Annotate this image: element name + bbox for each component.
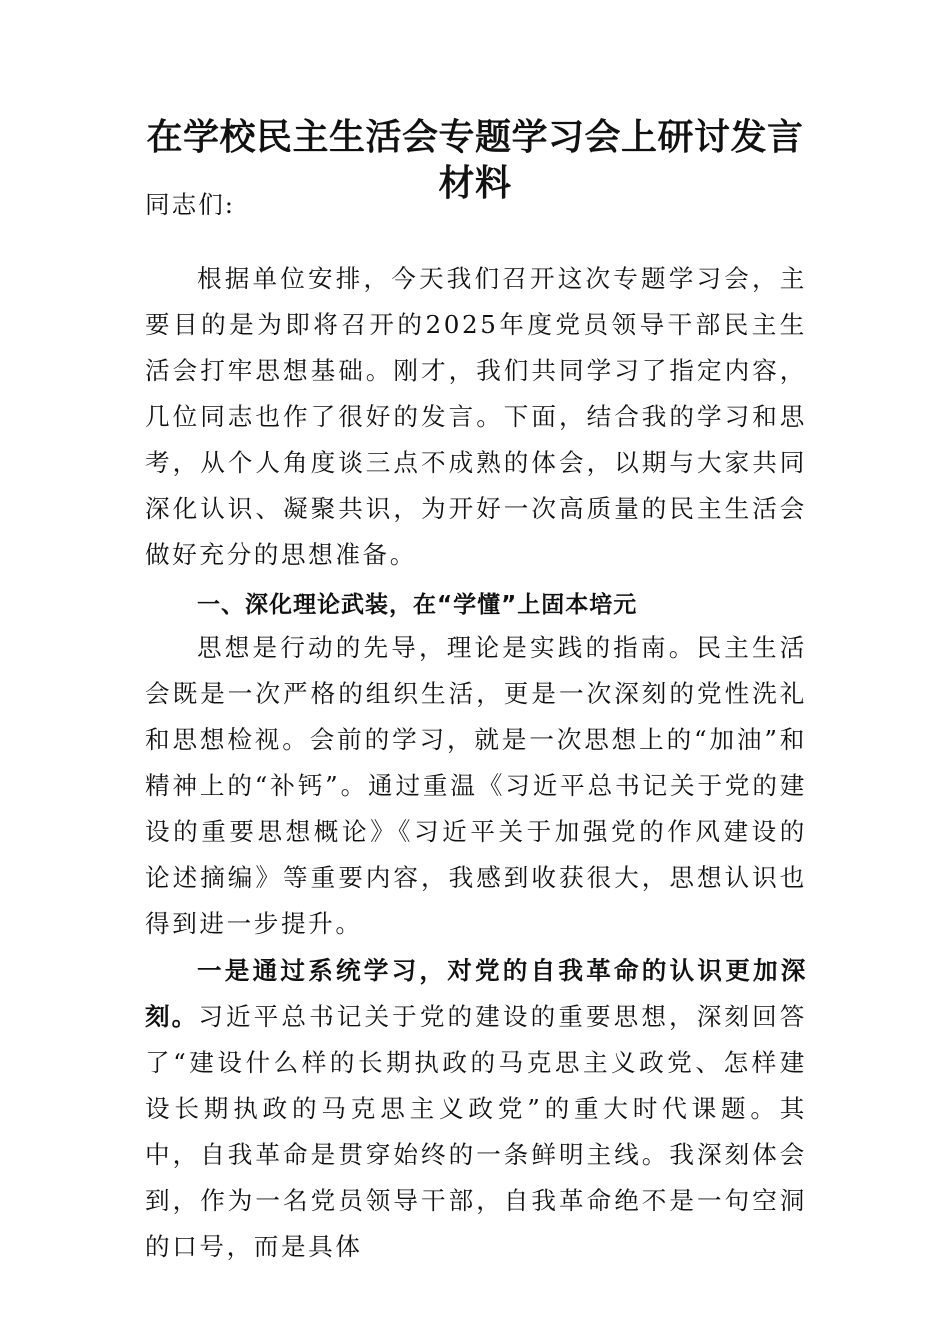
paragraph-point-one (145, 948, 807, 1270)
paragraph-theory: 思想是行动的先导，理论是实践的指南。民主生活会既是一次严格的组织生活，更是一次深刻的党性洗礼和思想检视。会前的学习，就是一次思想上的“加油”和精神上的“补钙”。通过重温《习近平总书记关于党的建设的重要思想概论》《习近平关于加强党的作风建设的论述摘编》等重要内容，我感到收获很大，思想认识也得到进一步提升。 (145, 633, 807, 938)
paragraph-point-one-lead: 一是通过系统学习，对党的自我革命的认识更加深刻。 (145, 956, 807, 1031)
salutation: 同志们: (145, 190, 236, 219)
document-title-line1: 在学校民主生活会专题学习会上研讨发言 (146, 116, 804, 158)
document-title-line2: 材料 (438, 162, 512, 204)
paragraph-point-one-body: 习近平总书记关于党的建设的重要思想，深刻回答了“建设什么样的长期执政的马克思主义政党、怎样建设长期执政的马克思主义政党”的重大时代课题。其中，自我革命是贯穿始终的一条鲜明主线。我深刻体会到，作为一名党员领导干部，自我革命绝不是一句空洞的口号，而是具体 (145, 1002, 807, 1261)
paragraph-intro: 根据单位安排，今天我们召开这次专题学习会，主要目的是为即将召开的2025年度党员领导干部民主生活会打牢思想基础。刚才，我们共同学习了指定内容，几位同志也作了很好的发言。下面，结合我的学习和思考，从个人角度谈三点不成熟的体会，以期与大家共同深化认识、凝聚共识，为开好一次高质量的民主生活会做好充分的思想准备。 (145, 264, 807, 569)
section-heading-1: 一、深化理论武装，在“学懂”上固本培元 (197, 592, 638, 618)
